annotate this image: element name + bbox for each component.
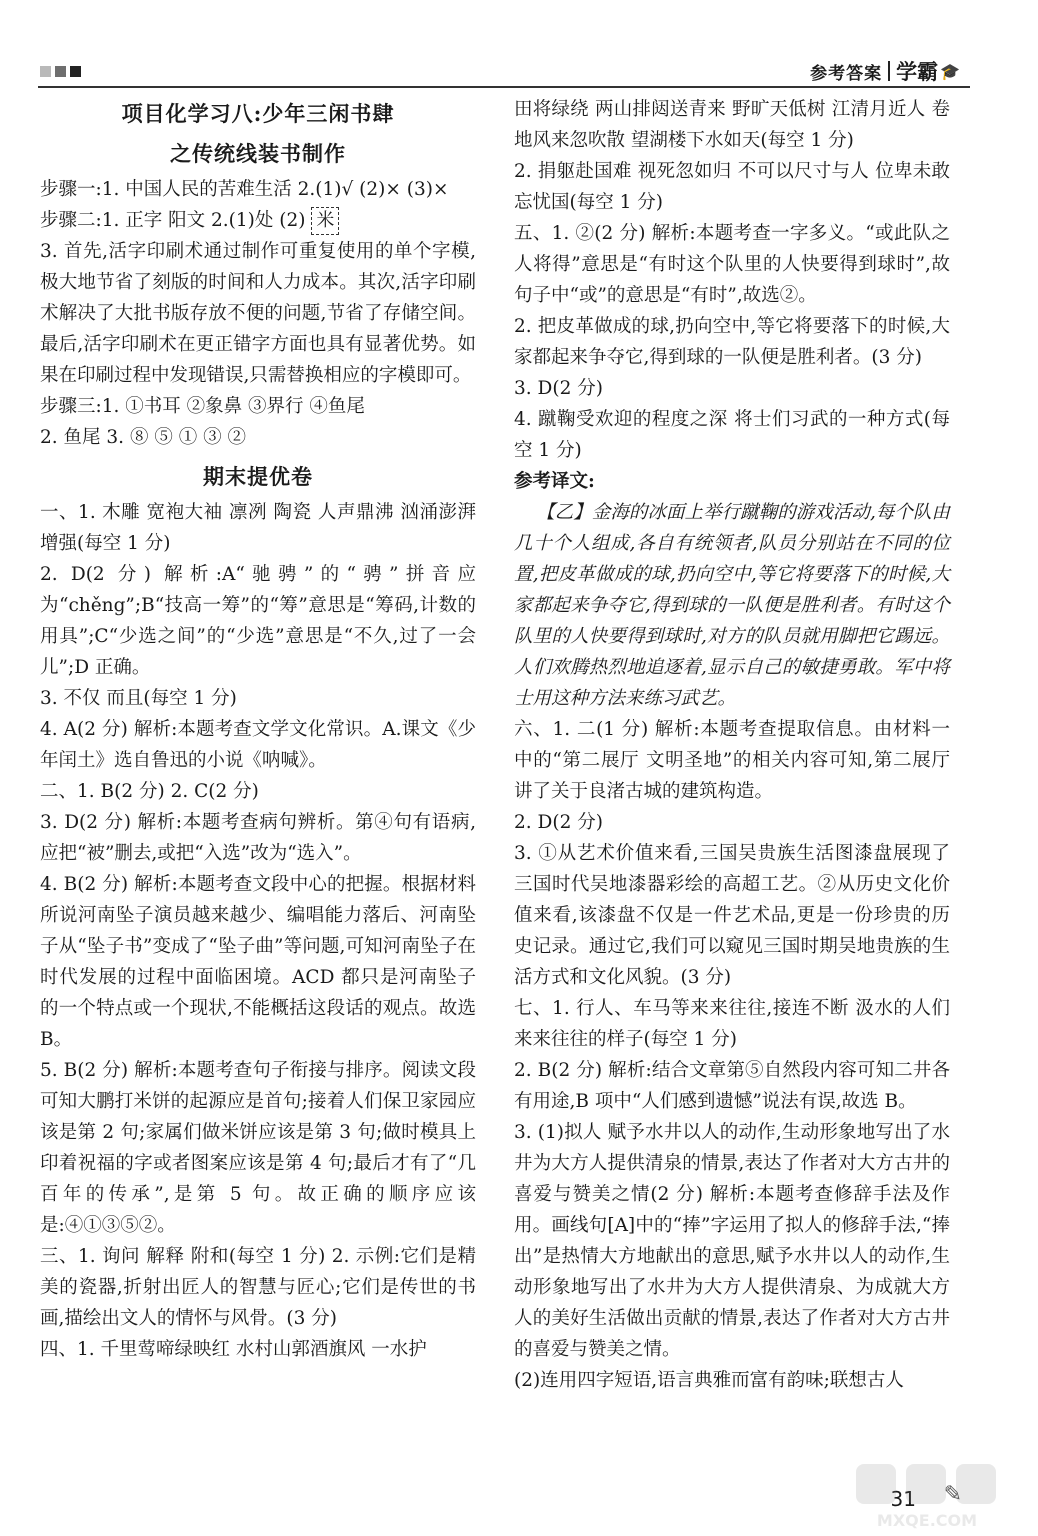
answer-5-4: 4. 蹴鞠受欢迎的程度之深 将士们习武的一种方式(每空 1 分) xyxy=(514,409,950,461)
project-title-line1: 项目化学习八:少年三闲书肆 xyxy=(121,101,395,126)
answer-4-1-cont: 田将绿绕 两山排闼送青来 野旷天低树 江清月近人 卷地风来忽吹散 望湖楼下水如天(每空 1 分) xyxy=(514,99,950,151)
header-rule xyxy=(38,86,970,88)
left-column xyxy=(40,94,476,1365)
answer-6-3: 3. ①从艺术价值来看,三国吴贵族生活图漆盘展现了三国时代吴地漆器彩绘的高超工艺。②从历史文化价值来看,该漆盘不仅是一件艺术品,更是一份珍贵的历史记录。通过它,我们可以窥见三国时期吴地贵族的生活方式和文化风貌。(3 分) xyxy=(514,843,950,988)
answer-1-1: 一、1. 木雕 宽袍大袖 凛冽 陶瓷 人声鼎沸 汹涌澎湃 增强(每空 1 分) xyxy=(40,502,476,554)
translation-label: 参考译文: xyxy=(514,471,595,492)
graduation-cap-icon: 🎓 xyxy=(940,61,960,81)
project-title-line2: 之传统线装书制作 xyxy=(170,141,346,166)
step-three-answers: 2. 鱼尾 3. ⑧ ⑤ ① ③ ② xyxy=(40,427,246,448)
answer-3: 三、1. 询问 解释 附和(每空 1 分) 2. 示例:它们是精美的瓷器,折射出匠人的智慧与匠心;它们是传世的书画,描绘出文人的情怀与风骨。(3 分) xyxy=(40,1246,476,1329)
watermark-text: MXQE.COM xyxy=(876,1511,978,1530)
step-two-answer3: 3. 首先,活字印刷术通过制作可重复使用的单个字模,极大地节省了刻版的时间和人力成本。其次,活字印刷术解决了大批书版存放不便的问题,节省了存储空间。最后,活字印刷术在更正错字方面也具有显著优势。如果在印刷过程中发现错误,只需替换相应的字模即可。 xyxy=(40,241,476,386)
pencil-icon: ✎ xyxy=(943,1482,962,1507)
answer-7-2: 2. B(2 分) 解析:结合文章第⑤自然段内容可知二井各有用途,B 项中“人们感到遗憾”说法有误,故选 B。 xyxy=(514,1060,950,1112)
header-divider xyxy=(888,61,890,81)
answer-2-4: 4. B(2 分) 解析:本题考查文段中心的把握。根据材料所说河南坠子演员越来越少、编唱能力落后、河南坠子从“坠子书”变成了“坠子曲”等问题,可知河南坠子在时代发展的过程中面临困境。ACD 都只是河南坠子的一个特点或一个现状,不能概括这段话的观点。故选 B。 xyxy=(40,874,476,1050)
step-two-text: 步骤二:1. 正字 阳文 2.(1)处 (2) xyxy=(40,210,306,231)
step-two xyxy=(40,205,476,236)
boxed-character: 米 xyxy=(311,207,339,235)
header-square-dark xyxy=(70,66,81,77)
right-column xyxy=(514,94,950,1396)
header-brand-area xyxy=(810,56,960,86)
answer-1-4: 4. A(2 分) 解析:本题考查文学文化常识。A.课文《少年闰土》选自鲁迅的小说《呐喊》。 xyxy=(40,719,476,771)
header-squares xyxy=(40,66,81,77)
header-square-light xyxy=(40,66,51,77)
page-number: 31 xyxy=(890,1487,916,1511)
answer-7-1: 七、1. 行人、车马等来来往往,接连不断 汲水的人们来来往往的样子(每空 1 分) xyxy=(514,998,950,1050)
answer-7-3-1: 3. (1)拟人 赋予水井以人的动作,生动形象地写出了水井为大方人提供清泉的情景,表达了作者对大方古井的喜爱与赞美之情(2 分) 解析:本题考查修辞手法及作用。画线句[A]中的“捧”字运用了拟人的修辞手法,“捧出”是热情大方地献出的意思,赋予水井以人的动作,生动形象地写出了水井为大方人提供清泉、为成就大方人的美好生活做出贡献的情景,表达了作者对大方古井的喜爱与赞美之情。 xyxy=(514,1122,950,1360)
watermark-logo xyxy=(852,1460,1002,1532)
answer-4-2: 2. 捐躯赴国难 视死忽如归 不可以尺寸与人 位卑未敢忘忧国(每空 1 分) xyxy=(514,161,950,213)
answer-1-3: 3. 不仅 而且(每空 1 分) xyxy=(40,688,237,709)
answer-4-1: 四、1. 千里莺啼绿映红 水村山郭酒旗风 一水护 xyxy=(40,1339,427,1360)
answer-5-3: 3. D(2 分) xyxy=(514,378,603,399)
answer-5-1: 五、1. ②(2 分) 解析:本题考查一字多义。“或此队之人将得”意思是“有时这个队里的人快要得到球时”,故句子中“或”的意思是“有时”,故选②。 xyxy=(514,223,950,306)
answer-2-1: 二、1. B(2 分) 2. C(2 分) xyxy=(40,781,259,802)
header-brand: 学霸 xyxy=(896,60,939,84)
answer-2-5: 5. B(2 分) 解析:本题考查句子衔接与排序。阅读文段可知大鹏打米饼的起源应是首句;接着人们保卫家园应该是第 2 句;家属们做米饼应该是第 3 句;做时模具上印着祝福的字或者图案应该是第 4 句;最后才有了“几百年的传承”,是第 5 句。故正确的顺序应该是:④①③⑤②。 xyxy=(40,1060,476,1236)
translation-text: 【乙】金海的冰面上举行蹴鞠的游戏活动,每个队由几十个人组成,各自有统领者,队员分别站在不同的位置,把皮革做成的球,扔向空中,等它将要落下的时候,大家都起来争夺它,得到球的一队便是胜利者。有时这个队里的人快要得到球时,对方的队员就用脚把它踢远。人们欢腾热烈地追逐着,显示自己的敏捷勇敢。军中将士用这种方法来练习武艺。 xyxy=(514,502,950,709)
answer-2-3: 3. D(2 分) 解析:本题考查病句辨析。第④句有语病,应把“被”删去,或把“入选”改为“选入”。 xyxy=(40,812,476,864)
header-square-mid xyxy=(55,66,66,77)
step-one: 步骤一:1. 中国人民的苦难生活 2.(1)√ (2)× (3)× xyxy=(40,179,449,200)
answer-5-2: 2. 把皮革做成的球,扔向空中,等它将要落下的时候,大家都起来争夺它,得到球的一队便是胜利者。(3 分) xyxy=(514,316,950,368)
answer-1-2: 2. D(2 分) 解析:A“驰骋”的“骋”拼音应为“chěng”;B“技高一筹”的“筹”意思是“筹码,计数的用具”;C“少选之间”的“少选”意思是“不久,过了一会儿”;D 正确。 xyxy=(40,564,476,678)
answer-6-2: 2. D(2 分) xyxy=(514,812,603,833)
step-three: 步骤三:1. ①书耳 ②象鼻 ③界行 ④鱼尾 xyxy=(40,396,365,417)
answer-6-1: 六、1. 二(1 分) 解析:本题考查提取信息。由材料一中的“第二展厅 文明圣地”的相关内容可知,第二展厅讲了关于良渚古城的建筑构造。 xyxy=(514,719,950,802)
section-title: 期末提优卷 xyxy=(203,464,313,489)
header-ref-label: 参考答案 xyxy=(810,63,883,84)
answer-7-3-2: (2)连用四字短语,语言典雅而富有韵味;联想古人 xyxy=(514,1370,904,1391)
